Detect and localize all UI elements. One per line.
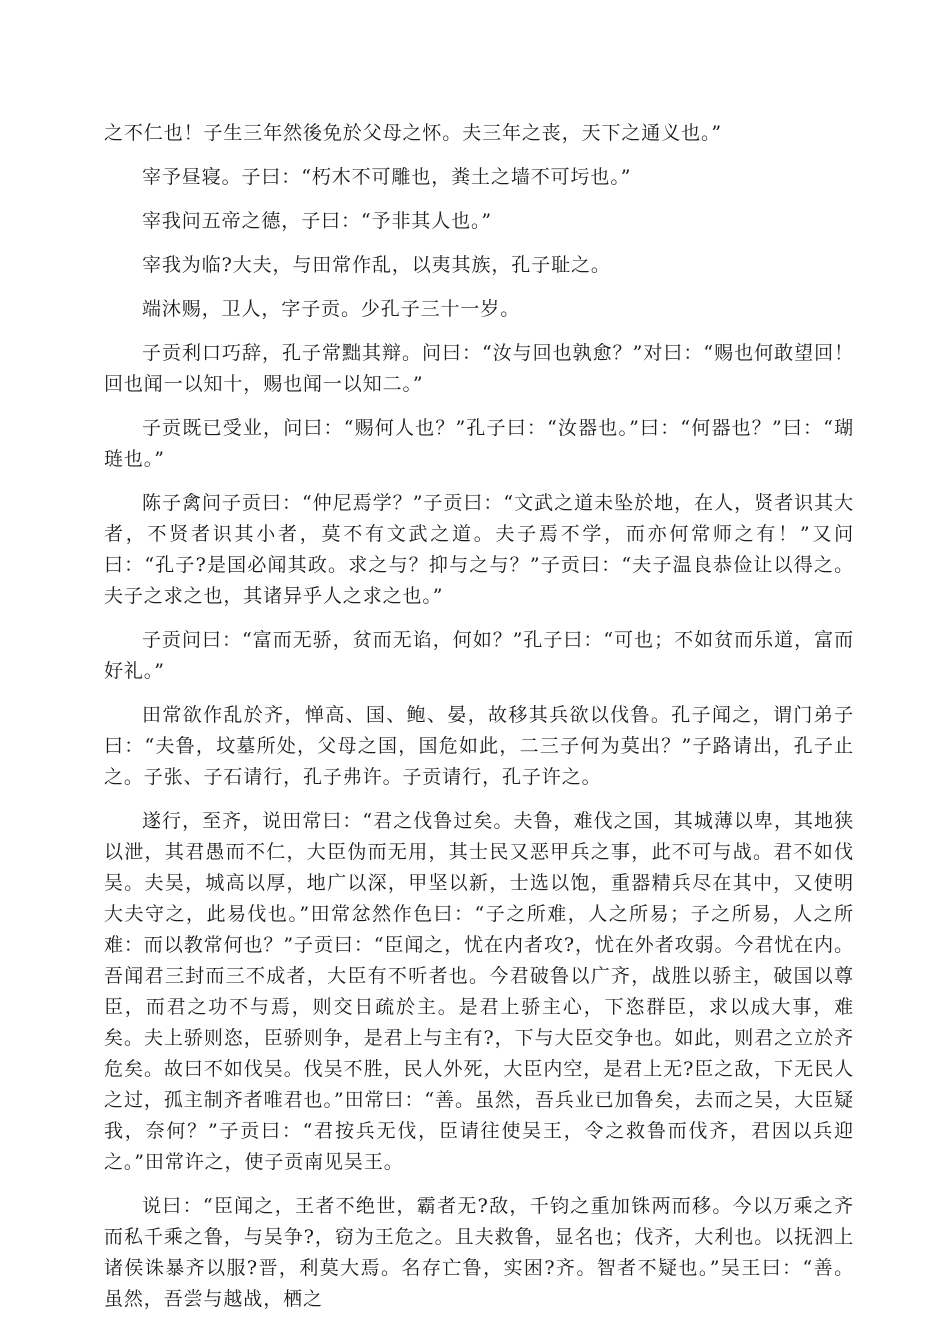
paragraph: 子贡问曰：“富而无骄，贫而无谄，何如？”孔子曰：“可也；不如贫而乐道，富而好礼。” [104,629,854,682]
paragraph: 说曰：“臣闻之，王者不绝世，霸者无?敌，千钧之重加铢两而移。今以万乘之齐而私千乘之鲁，与吴争?，窃为王危之。且夫救鲁，显名也；伐齐，大利也。以抚泗上诸侯诛暴齐以服?晋，利莫大焉。名存亡鲁，实困?齐。智者不疑也。”吴王曰：“善。虽然，吾尝与越战，栖之 [104,1195,854,1310]
document-body [104,118,854,1328]
paragraph-continued: 之不仁也！子生三年然後免於父母之怀。夫三年之丧，天下之通义也。” [104,122,723,144]
paragraph: 子贡既已受业，问曰：“赐何人也？”孔子曰：“汝器也。”曰：“何器也？”曰：“瑚琏也。” [104,417,854,470]
paragraph: 子贡利口巧辞，孔子常黜其辩。问曰：“汝与回也孰愈？”对曰：“赐也何敢望回！回也闻一以知十，赐也闻一以知二。” [104,342,854,395]
paragraph: 遂行，至齐，说田常曰：“君之伐鲁过矣。夫鲁，难伐之国，其城薄以卑，其地狭以泄，其君愚而不仁，大臣伪而无用，其士民又恶甲兵之事，此不可与战。君不如伐吴。夫吴，城高以厚，地广以深，甲坚以新，士选以饱，重器精兵尽在其中，又使明大夫守之，此易伐也。”田常忿然作色曰：“子之所难，人之所易；子之所易，人之所难：而以教常何也？”子贡曰：“臣闻之，忧在内者攻?，忧在外者攻弱。今君忧在内。吾闻君三封而三不成者，大臣有不听者也。今君破鲁以广齐，战胜以骄主，破国以尊臣，而君之功不与焉，则交日疏於主。是君上骄主心，下恣群臣，求以成大事，难矣。夫上骄则恣，臣骄则争，是君上与主有?，下与大臣交争也。如此，则君之立於齐危矣。故曰不如伐吴。伐吴不胜，民人外死，大臣内空，是君上无?臣之敌，下无民人之过，孤主制齐者唯君也。”田常曰：“善。虽然，吾兵业已加鲁矣，去而之吴，大臣疑我，奈何？”子贡曰：“君按兵无伐，臣请往使吴王，令之救鲁而伐齐，君因以兵迎之。”田常许之，使子贡南见吴王。 [104,810,854,1173]
paragraph: 田常欲作乱於齐，惮高、国、鲍、晏，故移其兵欲以伐鲁。孔子闻之，谓门弟子曰：“夫鲁，坟墓所处，父母之国，国危如此，二三子何为莫出？”子路请出，孔子止之。子张、子石请行，孔子弗许。子贡请行，孔子许之。 [104,704,854,788]
paragraph: 宰我问五帝之德，子曰：“予非其人也。” [142,210,493,232]
paragraph: 陈子禽问子贡曰：“仲尼焉学？”子贡曰：“文武之道未坠於地，在人，贤者识其大者，不贤者识其小者，莫不有文武之道。夫子焉不学，而亦何常师之有！”又问曰：“孔子?是国必闻其政。求之与？抑与之与？”子贡曰：“夫子温良恭俭让以得之。夫子之求之也，其诸异乎人之求之也。” [104,492,854,607]
paragraph: 宰我为临?大夫，与田常作乱，以夷其族，孔子耻之。 [142,254,611,276]
paragraph: 宰予昼寝。子曰：“朽木不可雕也，粪土之墙不可圬也。” [142,166,632,188]
paragraph: 端沐赐，卫人，字子贡。少孔子三十一岁。 [142,298,521,320]
